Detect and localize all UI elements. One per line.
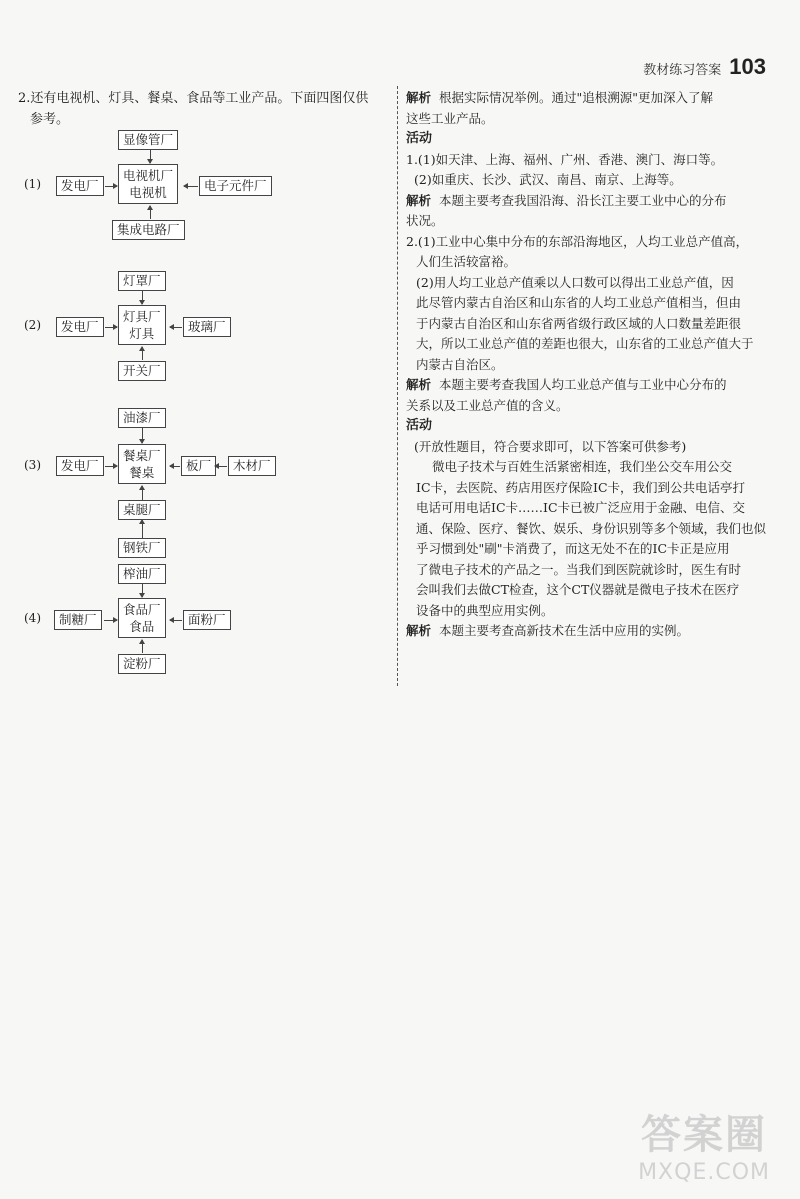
page-header <box>643 54 766 80</box>
arrow-left <box>215 466 227 467</box>
analysis-3-cont: 关系以及工业总产值的含义。 <box>406 397 569 413</box>
analysis-text: 本题主要考查高新技术在生活中应用的实例。 <box>439 623 690 638</box>
diagram-index: (1) <box>24 177 41 191</box>
center-product: 餐桌 <box>129 465 155 480</box>
analysis-label: 解析 <box>406 90 432 105</box>
diagram-1 <box>18 130 318 242</box>
diagram-2 <box>18 271 318 383</box>
analysis-label: 解析 <box>406 377 432 392</box>
bottom-factory-box: 开关厂 <box>118 361 166 381</box>
arrow-up <box>142 347 143 360</box>
analysis-text: 本题主要考查我国沿海、沿长江主要工业中心的分布 <box>439 192 727 208</box>
answer-2-5: 于内蒙古自治区和山东省两省级行政区域的人口数量差距很 <box>416 315 742 331</box>
header-label: 教材练习答案 <box>643 63 722 78</box>
center-product: 食品 <box>129 619 155 634</box>
bottom-factory-box: 集成电路厂 <box>112 220 185 240</box>
arrow-down <box>142 291 143 304</box>
analysis-text: 本题主要考查我国人均工业总产值与工业中心分布的 <box>439 377 727 392</box>
arrow-left <box>184 186 198 187</box>
arrow-down <box>150 150 151 163</box>
analysis-4 <box>406 621 778 642</box>
bottom-factory-box: 淀粉厂 <box>118 654 166 674</box>
right-factory-box: 面粉厂 <box>183 610 231 630</box>
analysis-text: 根据实际情况举例。通过"追根溯源"更加深入了解 <box>439 90 714 105</box>
answer-2-4: 此尽管内蒙古自治区和山东省的人均工业总产值相当，但由 <box>416 295 742 310</box>
arrow-down <box>142 428 143 443</box>
essay-line-4: 通、保险、医疗、餐饮、娱乐、身份识别等多个领域，我们也似 <box>416 520 767 536</box>
essay-line-7: 会叫我们去做CT检查，这个CT仪器就是微电子技术在医疗 <box>416 582 740 597</box>
left-factory-box: 发电厂 <box>56 176 104 196</box>
watermark-text: 答案圈 <box>641 1112 768 1158</box>
arrow-left <box>170 466 180 467</box>
right-factory-box: 电子元件厂 <box>199 176 272 196</box>
center-product: 电视机 <box>129 185 167 200</box>
top-factory-box: 显像管厂 <box>118 130 178 150</box>
center-factory: 灯具厂 <box>123 309 161 324</box>
essay-line-3: 电话可用电话IC卡……IC卡已被广泛应用于金融、电信、交 <box>416 500 746 515</box>
q2-line-1: 2.还有电视机、灯具、餐桌、食品等工业产品。下面四图仅供 <box>18 91 369 106</box>
answer-2-2: 人们生活较富裕。 <box>416 254 517 269</box>
answer-2-3: (2)用人均工业总产值乘以人口数可以得出工业总产值，因 <box>416 274 734 290</box>
answer-2-7: 内蒙古自治区。 <box>416 356 504 372</box>
q2-line-2: 参考。 <box>30 112 70 127</box>
column-divider <box>397 86 398 686</box>
center-factory: 食品厂 <box>123 602 161 617</box>
arrow-up <box>142 486 143 500</box>
left-column <box>18 88 388 671</box>
diagram-index: (4) <box>24 611 41 625</box>
analysis-label: 解析 <box>406 623 432 638</box>
essay-line-8: 设备中的典型应用实例。 <box>416 602 554 618</box>
arrow-right <box>105 327 117 328</box>
answer-2-6: 大，所以工业总产值的差距也很大，山东省的工业总产值大于 <box>416 336 754 351</box>
arrow-up <box>150 206 151 219</box>
arrow-up <box>142 520 143 538</box>
page-number: 103 <box>729 54 766 79</box>
center-factory: 电视机厂 <box>123 168 174 183</box>
center-product: 灯具 <box>129 326 155 341</box>
arrow-right <box>105 466 117 467</box>
arrow-left <box>170 327 182 328</box>
center-box <box>118 305 166 345</box>
watermark-logo <box>638 1103 770 1185</box>
analysis-label: 解析 <box>406 192 432 208</box>
right-column <box>406 88 778 642</box>
top-factory-box: 灯罩厂 <box>118 271 166 291</box>
left-factory-box: 发电厂 <box>56 317 104 337</box>
analysis-1 <box>406 88 778 109</box>
arrow-right <box>104 620 117 621</box>
watermark-url: MXQE.COM <box>638 1160 770 1185</box>
arrow-right <box>105 186 117 187</box>
center-box <box>118 444 166 484</box>
arrow-down <box>142 584 143 597</box>
essay-line-2: IC卡，去医院、药店用医疗保险IC卡，我们到公共电话亭打 <box>416 479 746 495</box>
right-factory-box: 板厂 <box>181 456 216 476</box>
open-question-note: (开放性题目，符合要求即可，以下答案可供参考) <box>414 438 687 454</box>
center-box <box>118 598 166 638</box>
left-factory-box: 制糖厂 <box>54 610 102 630</box>
essay-line-6: 了微电子技术的产品之一。当我们到医院就诊时，医生有时 <box>416 561 742 577</box>
essay-line-1: 微电子技术与百姓生活紧密相连，我们坐公交车用公交 <box>432 459 733 474</box>
analysis-3 <box>406 375 778 396</box>
left-factory-box: 发电厂 <box>56 456 104 476</box>
answer-2-1: 2.(1)工业中心集中分布的东部沿海地区，人均工业总产值高， <box>406 233 749 249</box>
center-factory: 餐桌厂 <box>123 448 161 463</box>
diagram-3 <box>18 408 318 558</box>
far-right-factory-box: 木材厂 <box>228 456 276 476</box>
arrow-left <box>170 620 182 621</box>
bottom2-factory-box: 钢铁厂 <box>118 538 166 558</box>
top-factory-box: 油漆厂 <box>118 408 166 428</box>
top-factory-box: 榨油厂 <box>118 564 166 584</box>
answer-1-2: (2)如重庆、长沙、武汉、南昌、南京、上海等。 <box>414 172 682 187</box>
arrow-up <box>142 640 143 653</box>
analysis-2 <box>406 191 778 212</box>
right-factory-box: 玻璃厂 <box>183 317 231 337</box>
analysis-2-cont: 状况。 <box>406 213 444 228</box>
essay-line-5: 乎习惯到处"刷"卡消费了，而这无处不在的IC卡正是应用 <box>416 541 730 556</box>
analysis-1-cont: 这些工业产品。 <box>406 110 494 126</box>
answer-1-1: 1.(1)如天津、上海、福州、广州、香港、澳门、海口等。 <box>406 151 724 167</box>
activity-heading-2: 活动 <box>406 418 433 433</box>
activity-heading-1: 活动 <box>406 131 433 146</box>
bottom-factory-box: 桌腿厂 <box>118 500 166 520</box>
center-box <box>118 164 178 204</box>
diagram-index: (3) <box>24 458 41 472</box>
diagram-4 <box>18 564 318 674</box>
question-2 <box>18 88 388 130</box>
diagram-index: (2) <box>24 318 41 332</box>
